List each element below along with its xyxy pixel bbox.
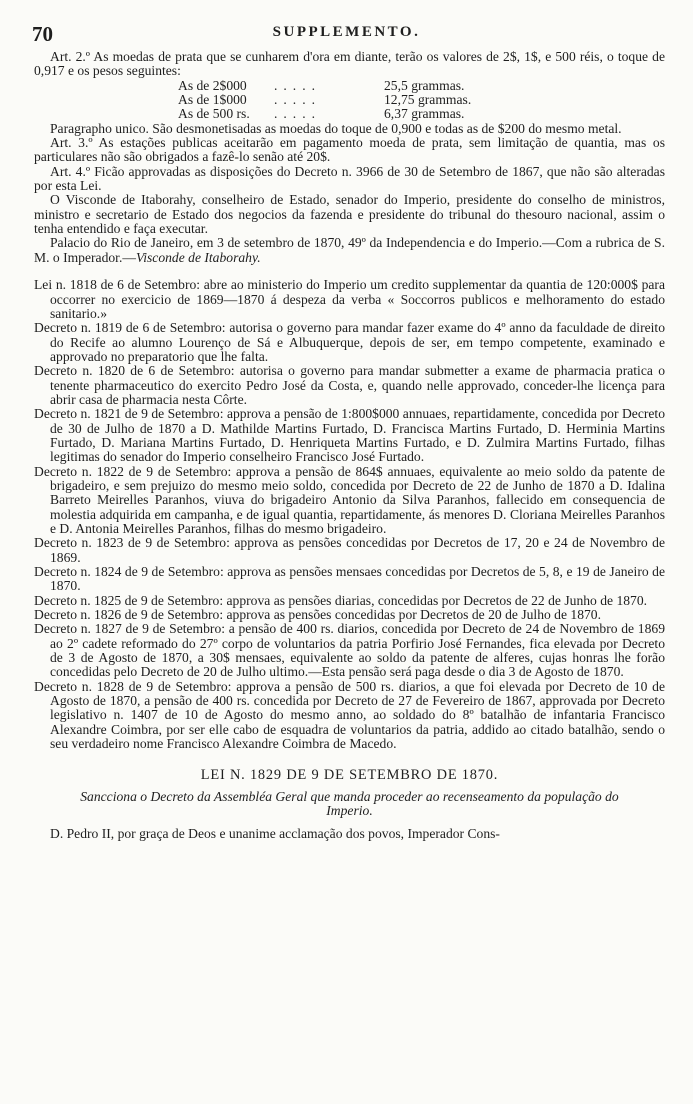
decree-entry: Decreto n. 1822 de 9 de Setembro: approva a pensão de 864$ annuaes, equivalente ao meio soldo da patente de brigadeiro, e sem prejuizo do mesmo meio soldo, concedida por Decreto de 22 de Junho de 1870 a D. Idalina Barreto Meirelles Paranhos, viuva do brigadeiro Antonio da Silva Paranhos, fallecido em consequencia de molestia adquirida em campanha, e de igual quantia, repartidamente, ás menores D. Cloriana Meirelles Paranhos e D. Antonia Meirelles Paranhos, filhas do mesmo brigadeiro. <box>34 463 665 536</box>
leader-dots: ..... <box>274 106 321 122</box>
signature: Visconde de Itaborahy. <box>135 249 261 265</box>
decree-entry: Decreto n. 1820 de 6 de Setembro: autorisa o governo para mandar submetter a exame de pharmacia pratica o tenente pharmaceutico do exercito Pedro José da Costa, e, quando nelle approvado, conceder-lhe licença para abrir casa de pharmacia nesta Côrte. <box>34 363 665 407</box>
decree-entry: Decreto n. 1827 de 9 de Setembro: a pensão de 400 rs. diarios, concedida por Decreto de 24 de Novembro de 1869 ao 2º cadete reformado do 27º corpo de voluntarios da patria Porfirio José Fernandes, fica elevada por Decreto de 3 de Agosto de 1870, a 30$ mensaes, equivalente ao soldo da patente de alferes, cujas honras lhe forão concedidas pelo Decreto de 20 de Julho ultimo.—Esta pensão será paga desde o dia 3 de Agosto de 1870. <box>34 621 665 680</box>
decree-entry: Decreto n. 1826 de 9 de Setembro: approva as pensões concedidas por Decretos de 20 de Julho de 1870. <box>34 607 601 623</box>
palacio-clause <box>34 236 665 265</box>
coin-weight: 12,75 grammas. <box>384 92 472 108</box>
article-3: Art. 3.º As estações publicas aceitarão em pagamento moeda de prata, sem limitação de quantia, mas os particulares não são obrigados a fazê-lo senão até 20$. <box>34 135 665 165</box>
law-opening: D. Pedro II, por graça de Deos e unanime acclamação dos povos, Imperador Cons- <box>50 825 500 841</box>
coin-weight-row <box>178 107 665 121</box>
decree-entry: Decreto n. 1819 de 6 de Setembro: autorisa o governo para mandar fazer exame do 4º anno da faculdade de direito do Recife ao alumno Lourenço de Sá e Albuquerque, depois de ser, em tempo competente, examinado e approvado no preparatorio que lhe falta. <box>34 320 665 364</box>
coin-weight-row <box>178 79 665 93</box>
decree-entry: Decreto n. 1825 de 9 de Setembro: approva as pensões diarias, concedidas por Decretos de 22 de Junho de 1870. <box>34 592 648 608</box>
coin-label: As de 1$000 <box>178 92 247 108</box>
running-title: SUPPLEMENTO. <box>272 24 421 40</box>
coin-weights-table <box>178 79 665 122</box>
decree-entry: Decreto n. 1821 de 9 de Setembro: approva a pensão de 1:800$000 annuaes, repartidamente, concedida por Decreto de 30 de Julho de 1870 a D. Mathilde Martins Furtado, D. Francisca Martins Furtado, D. Herminia Martins Furtado, D. Mariana Martins Furtado, D. Henriqueta Martins Furtado, e D. Zulmira Martins Furtado, filhas legitimas do senador do Imperio conselheiro Francisco José Furtado. <box>34 406 665 465</box>
decree-entry: Decreto n. 1824 de 9 de Setembro: approva as pensões mensaes concedidas por Decretos de 5, 8, e 19 de Janeiro de 1870. <box>34 564 665 594</box>
page-header <box>32 22 661 48</box>
law-summary: Sancciona o Decreto da Assembléa Geral que manda proceder ao recenseamento da população do Imperio. <box>80 788 619 819</box>
coin-weight-row <box>178 93 665 107</box>
palacio-text: Palacio do Rio de Janeiro, em 3 de setembro de 1870, 49º da Independencia e do Imperio.—Com a rubrica de S. M. o Imperador.— <box>34 235 665 265</box>
law-title: LEI N. 1829 DE 9 DE SETEMBRO DE 1870. <box>200 766 499 783</box>
coin-label: As de 500 rs. <box>178 106 250 122</box>
leader-dots: ..... <box>274 92 321 108</box>
decree-entry: Decreto n. 1828 de 9 de Setembro: approva a pensão de 500 rs. diarios, a que foi elevada por Decreto de 10 de Agosto de 1870, a pensão de 400 rs. concedida por Decreto de 27 de Fevereiro de 1867, approvada por Decreto legislativo n. 1407 de 10 de Agosto do mesmo anno, ao soldado do 8º batalhão de infantaria Francisco Alexandre Coimbra, por ser elle cabo de esquadra de voluntarios da patria, addido ao citado batalhão, sendo o seu verdadeiro nome Francisco Alexandre Coimbra de Macedo. <box>34 678 665 752</box>
executor-clause: O Visconde de Itaborahy, conselheiro de Estado, senador do Imperio, presidente do conselho de ministros, ministro e secretario de Estado dos negocios da fazenda e presidente do tribunal do thesouro nacional, assim o tenha entendido e faça executar. <box>34 192 665 237</box>
page-body <box>34 50 665 841</box>
coin-weight: 6,37 grammas. <box>384 106 465 122</box>
page-number: 70 <box>32 22 53 46</box>
paragrapho-unico: Paragrapho unico. São desmonetisadas as moedas do toque de 0,900 e todas as de $200 do mesmo metal. <box>50 120 622 136</box>
coin-label: As de 2$000 <box>178 77 247 93</box>
article-2: Art. 2.º As moedas de prata que se cunharem d'ora em diante, terão os valores de 2$, 1$, e 500 réis, o toque de 0,917 e os pesos seguintes: <box>34 49 665 79</box>
article-4: Art. 4.º Ficão approvadas as disposições do Decreto n. 3966 de 30 de Setembro de 1867, que não são alteradas por esta Lei. <box>34 163 665 194</box>
decree-entry: Decreto n. 1823 de 9 de Setembro: approva as pensões concedidas por Decretos de 17, 20 e 24 de Novembro de 1869. <box>34 535 665 565</box>
leader-dots: ..... <box>274 77 321 93</box>
coin-weight: 25,5 grammas. <box>384 77 465 93</box>
decree-entry: Lei n. 1818 de 6 de Setembro: abre ao ministerio do Imperio um credito supplementar da quantia de 120:000$ para occorrer no exercicio de 1869—1870 á despeza da verba « Soccorros publicos e melhoramento do estado sanitario.» <box>34 277 665 321</box>
